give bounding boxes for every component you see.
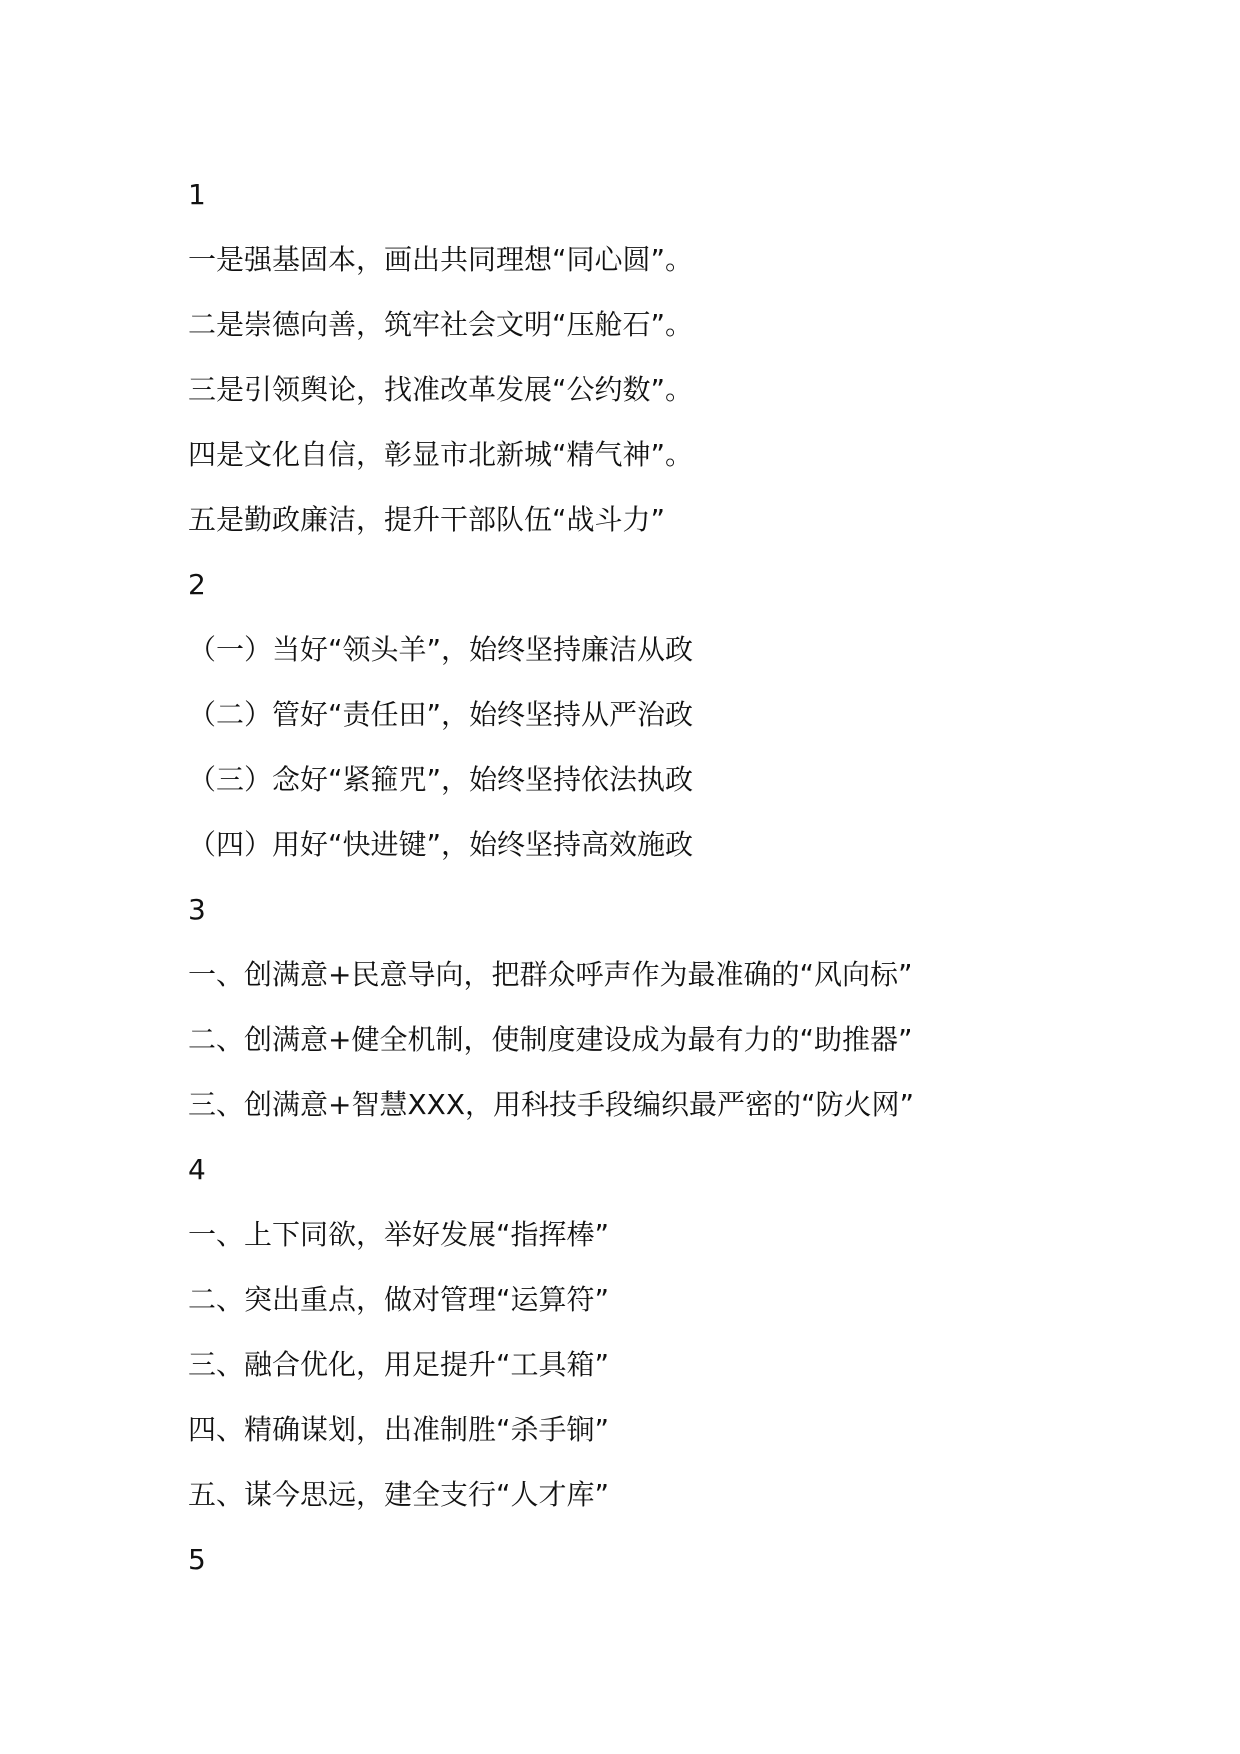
section-number: 4 xyxy=(188,1153,206,1186)
list-item: 四、精确谋划，出准制胜“杀手锏” xyxy=(188,1413,610,1446)
list-item: 一是强基固本，画出共同理想“同心圆”。 xyxy=(188,243,694,276)
list-item: 三、创满意+智慧XXX，用科技手段编织最严密的“防火网” xyxy=(188,1088,915,1121)
list-item: （四）用好“快进键”，始终坚持高效施政 xyxy=(188,828,694,861)
section-number: 5 xyxy=(188,1543,206,1576)
list-item: 一、创满意+民意导向，把群众呼声作为最准确的“风向标” xyxy=(188,958,913,991)
list-item: 五、谋今思远，建全支行“人才库” xyxy=(188,1478,610,1511)
list-item: 五是勤政廉洁，提升干部队伍“战斗力” xyxy=(188,503,666,536)
list-item: （一）当好“领头羊”，始终坚持廉洁从政 xyxy=(188,633,694,666)
list-item: （三）念好“紧箍咒”，始终坚持依法执政 xyxy=(188,763,694,796)
list-item: （二）管好“责任田”，始终坚持从严治政 xyxy=(188,698,694,731)
list-item: 三是引领舆论，找准改革发展“公约数”。 xyxy=(188,373,694,406)
list-item: 二、突出重点，做对管理“运算符” xyxy=(188,1283,610,1316)
list-item: 三、融合优化，用足提升“工具箱” xyxy=(188,1348,610,1381)
document-body xyxy=(188,168,1088,1598)
list-item: 一、上下同欲，举好发展“指挥棒” xyxy=(188,1218,610,1251)
list-item: 二、创满意+健全机制，使制度建设成为最有力的“助推器” xyxy=(188,1023,913,1056)
section-number: 3 xyxy=(188,893,206,926)
section-number: 1 xyxy=(188,178,206,211)
list-item: 四是文化自信，彰显市北新城“精气神”。 xyxy=(188,438,694,471)
section-number: 2 xyxy=(188,568,206,601)
list-item: 二是崇德向善，筑牢社会文明“压舱石”。 xyxy=(188,308,694,341)
